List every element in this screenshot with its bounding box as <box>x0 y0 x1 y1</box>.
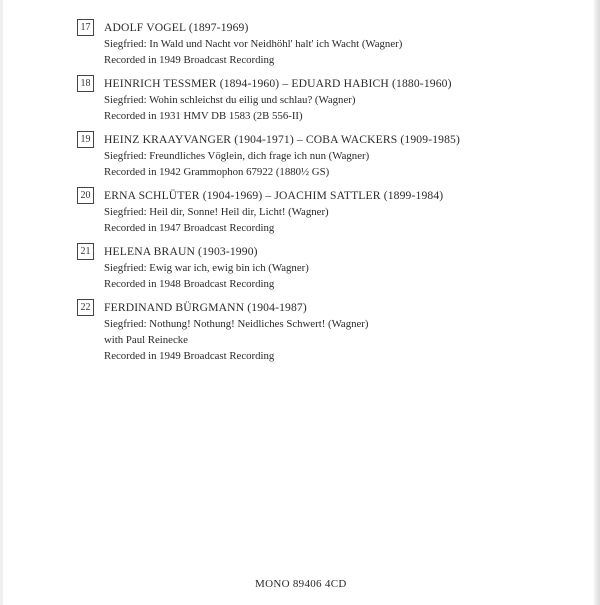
track-entry-19 <box>77 131 577 187</box>
track-performer: HEINRICH TESSMER (1894-1960) – EDUARD HABICH (1880-1960) <box>104 77 452 90</box>
track-performer: HEINZ KRAAYVANGER (1904-1971) – COBA WACKERS (1909-1985) <box>104 133 461 146</box>
track-entry-18 <box>77 75 577 131</box>
track-recording-info: Recorded in 1942 Grammophon 67922 (1880½ GS) <box>104 166 330 178</box>
track-number-box: 18 <box>77 75 94 92</box>
track-entry-21 <box>77 243 577 299</box>
track-number-box: 17 <box>77 19 94 36</box>
track-recording-info: Recorded in 1949 Broadcast Recording <box>104 54 275 66</box>
track-title: Siegfried: Wohin schleichst du eilig und schlau? (Wagner) <box>104 94 356 106</box>
track-title: Siegfried: Heil dir, Sonne! Heil dir, Licht! (Wagner) <box>104 206 329 218</box>
track-title: Siegfried: Freundliches Vöglein, dich frage ich nun (Wagner) <box>104 150 370 162</box>
page-left-edge <box>0 0 3 605</box>
track-title: Siegfried: Nothung! Nothung! Neidliches Schwert! (Wagner) <box>104 318 369 330</box>
track-number-box: 22 <box>77 299 94 316</box>
track-recording-info: Recorded in 1949 Broadcast Recording <box>104 350 275 362</box>
track-number-box: 19 <box>77 131 94 148</box>
track-title: Siegfried: Ewig war ich, ewig bin ich (Wagner) <box>104 262 309 274</box>
track-performer: ADOLF VOGEL (1897-1969) <box>104 21 249 34</box>
track-entry-22 <box>77 299 577 371</box>
track-number-box: 20 <box>77 187 94 204</box>
track-number-box: 21 <box>77 243 94 260</box>
track-recording-info: Recorded in 1947 Broadcast Recording <box>104 222 275 234</box>
catalog-number: MONO 89406 4CD <box>255 578 347 590</box>
track-list <box>77 19 577 371</box>
track-recording-info: Recorded in 1931 HMV DB 1583 (2B 556-II) <box>104 110 303 122</box>
page-right-edge <box>594 0 600 605</box>
track-performer: ERNA SCHLÜTER (1904-1969) – JOACHIM SATTLER (1899-1984) <box>104 189 444 202</box>
track-accompanist: with Paul Reinecke <box>104 334 188 346</box>
track-title: Siegfried: In Wald und Nacht vor Neidhöhl' halt' ich Wacht (Wagner) <box>104 38 403 50</box>
track-performer: HELENA BRAUN (1903-1990) <box>104 245 258 258</box>
track-recording-info: Recorded in 1948 Broadcast Recording <box>104 278 275 290</box>
track-performer: FERDINAND BÜRGMANN (1904-1987) <box>104 301 307 314</box>
track-entry-20 <box>77 187 577 243</box>
track-entry-17 <box>77 19 577 75</box>
